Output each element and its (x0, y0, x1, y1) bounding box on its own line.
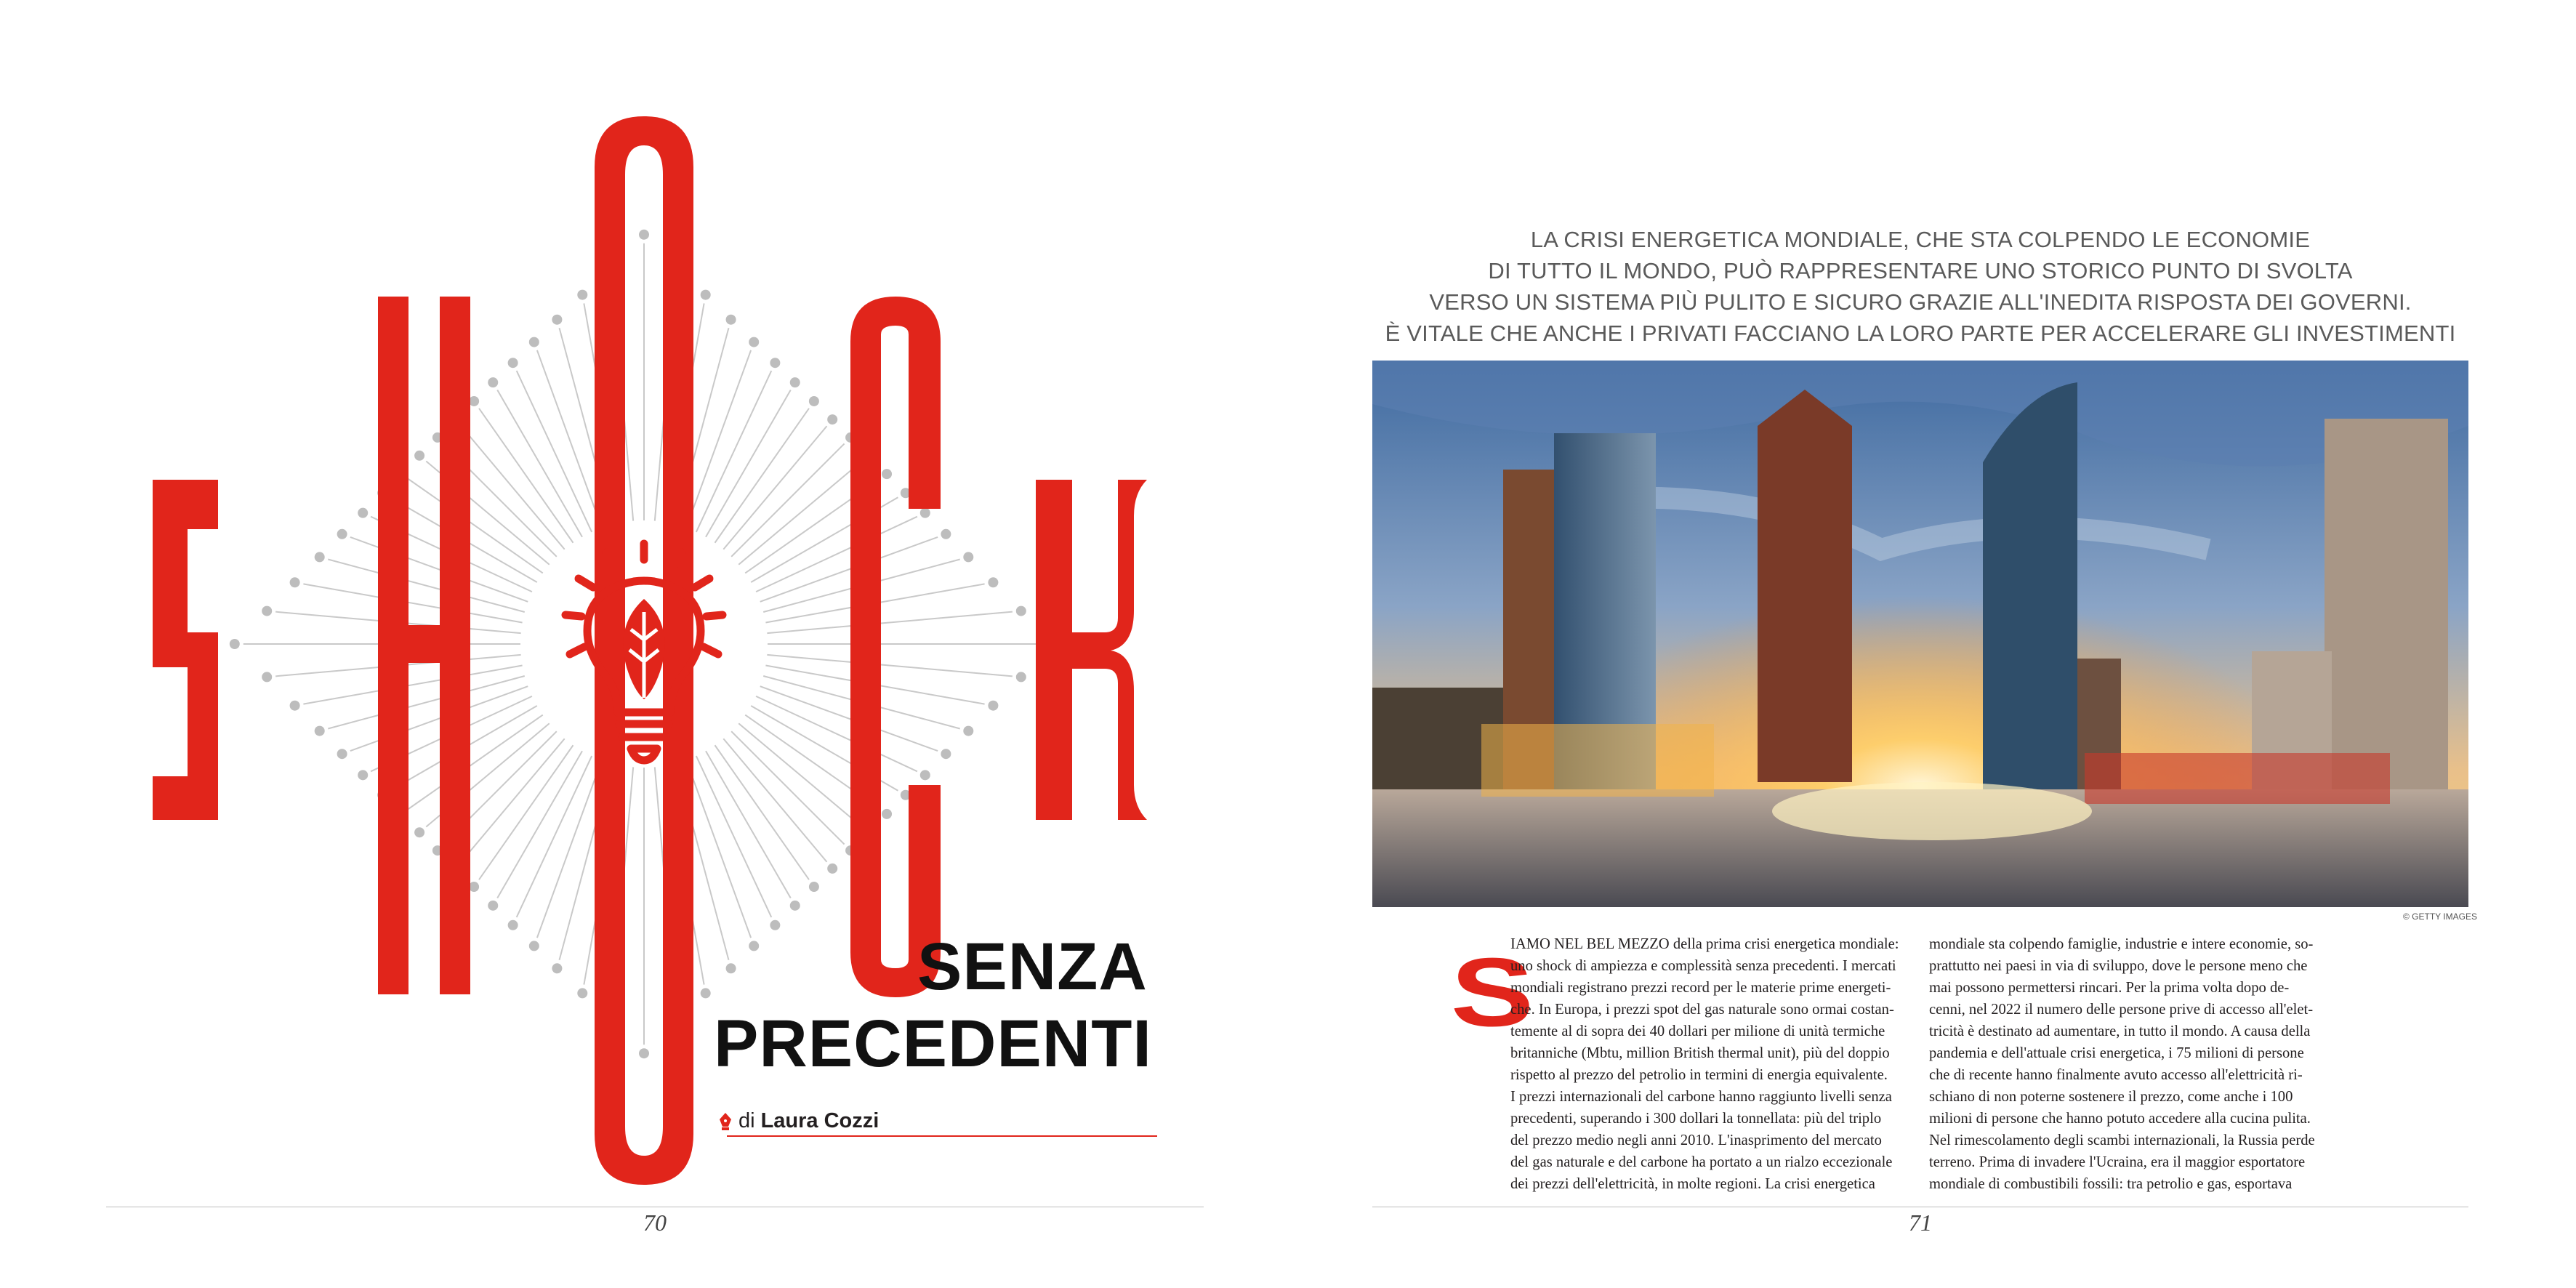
sunburst-ray (497, 390, 582, 537)
article-line: mondiale di combustibili fossili: tra petrolio e gas, esportava (1929, 1176, 2293, 1192)
sunburst-ray (350, 537, 528, 602)
sunburst-dot (809, 882, 819, 892)
sunburst-ray (686, 760, 751, 938)
sunburst-dot (577, 290, 587, 300)
sunburst-ray (328, 676, 525, 728)
deck-line-1: LA CRISI ENERGETICA MONDIALE, CHE STA COLPENDO LE ECONOMIE (1530, 227, 2311, 252)
byline-author: Laura Cozzi (760, 1109, 880, 1132)
sunburst-dot (988, 701, 998, 711)
subtitle-senza: SENZA (917, 930, 1148, 1004)
sunburst-dot (469, 882, 479, 892)
article-column-2 (1929, 933, 2354, 1195)
article-line: che. In Europa, i prezzi spot del gas naturale sono ormai costan- (1510, 1002, 1894, 1018)
article-line: I prezzi internazionali del carbone hanno raggiunto livelli senza (1510, 1089, 1892, 1105)
article-line: rispetto al prezzo del petrolio in termini di energia equivalente. (1510, 1067, 1888, 1083)
sunburst-dot (941, 529, 951, 539)
drop-cap (1450, 936, 1534, 1047)
title-letter-s-cut-bottom (153, 667, 188, 776)
sunburst-ray (696, 756, 771, 917)
subtitle-precedenti: PRECEDENTI (714, 1007, 1152, 1081)
sunburst-ray (696, 371, 771, 532)
sunburst-ray (723, 426, 826, 549)
pen-nib-icon (718, 1112, 733, 1131)
sunburst-dot (290, 577, 300, 587)
sunburst-ray (715, 408, 809, 543)
sunburst-ray (731, 731, 844, 844)
article-line: mondiali registrano prezzi record per le materie prime energeti- (1510, 980, 1891, 996)
sunburst-ray (328, 560, 525, 612)
article-line: schiano di non poterne sostenere il prezzo, come anche i 100 (1929, 1089, 2293, 1105)
article-line: IAMO NEL BEL MEZZO della prima crisi energetica mondiale: (1510, 936, 1899, 952)
sunburst-dot (508, 358, 518, 368)
sunburst-ray (731, 443, 844, 556)
sunburst-ray (738, 462, 861, 565)
sunburst-dot (920, 508, 930, 518)
title-letter-c (850, 297, 941, 997)
sunburst-dot (1016, 606, 1026, 616)
sunburst-ray (350, 686, 528, 751)
sunburst-ray (686, 350, 751, 528)
page-number-right: 71 (1909, 1209, 1932, 1236)
sunburst-dot (941, 749, 951, 759)
sunburst-dot (701, 988, 711, 998)
sunburst-dot (262, 606, 272, 616)
article-line: pandemia e dell'attuale crisi energetica, i 75 milioni di persone (1929, 1045, 2304, 1061)
title-letter-s-cut-top (188, 529, 218, 632)
article-column-1 (1510, 933, 1936, 1195)
article-line: temente al di sopra dei 40 dollari per milione di unità termiche (1510, 1023, 1885, 1039)
sunburst-dot (508, 920, 518, 930)
sunburst-ray (462, 738, 565, 861)
sunburst-ray (706, 390, 791, 537)
sunburst-dot (770, 920, 780, 930)
sunburst-dot (726, 315, 736, 325)
sunburst-ray (715, 745, 809, 880)
sunburst-ray (756, 696, 917, 771)
sunburst-ray (723, 738, 826, 861)
sunburst-dot (577, 988, 587, 998)
sunburst-dot (552, 963, 562, 973)
deck-line-4: È VITALE CHE ANCHE I PRIVATI FACCIANO LA LORO PARTE PER ACCELERARE GLI INVESTIMENTI (1385, 321, 2456, 346)
article-line: del prezzo medio negli anni 2010. L'inasprimento del mercato (1510, 1132, 1882, 1148)
sunburst-dot (488, 901, 498, 911)
sunburst-ray (760, 537, 938, 602)
sunburst-ray (767, 655, 1013, 677)
sunburst-dot (790, 901, 800, 911)
sunburst-dot (882, 469, 892, 479)
sunburst-dot (290, 701, 300, 711)
article-line: Nel rimescolamento degli scambi internazionali, la Russia perde (1929, 1132, 2315, 1148)
sunburst-ray (479, 745, 573, 880)
sunburst-ray (738, 723, 861, 826)
article-line: dei prezzi dell'elettricità, in molte regioni. La crisi energetica (1510, 1176, 1875, 1192)
photo-illustration (1372, 361, 2468, 907)
sunburst-ray (517, 371, 592, 532)
title-letter-k-arms (1072, 480, 1147, 820)
article-line: milioni di persone che hanno potuto accedere alla cucina pulita. (1929, 1111, 2311, 1127)
drop-cap-letter: S (1450, 937, 1534, 1047)
sunburst-dot (639, 1048, 649, 1058)
sunburst-dot (963, 552, 973, 562)
article-line: mai possono permettersi rincari. Per la prima volta dopo de- (1929, 980, 2290, 996)
article-line: che di recente hanno finalmente avuto accesso all'elettricità ri- (1929, 1067, 2303, 1083)
photo-credit: © GETTY IMAGES (2403, 911, 2477, 922)
sunburst-dot (552, 315, 562, 325)
byline-prefix: di (738, 1109, 755, 1132)
sunburst-ray (767, 612, 1013, 634)
article-line: precedenti, superando i 300 dollari la tonnellata: più del triplo (1510, 1111, 1882, 1127)
sunburst-dot (469, 396, 479, 406)
byline-rule (727, 1135, 1157, 1137)
sunburst-ray (408, 715, 543, 809)
sunburst-dot (770, 358, 780, 368)
article-line: mondiale sta colpendo famiglie, industrie e intere economie, so- (1929, 936, 2314, 952)
deck-line-3: VERSO UN SISTEMA PIÙ PULITO E SICURO GRAZIE ALL'INEDITA RISPOSTA DEI GOVERNI. (1429, 289, 2412, 315)
sunburst-ray (537, 350, 602, 528)
sunburst-ray (760, 686, 938, 751)
sunburst-dot (529, 337, 539, 347)
sunburst-dot (358, 770, 368, 780)
sunburst-dot (230, 639, 240, 649)
article-line: cenni, nel 2022 il numero delle persone prive di accesso all'elet- (1929, 1002, 2314, 1018)
article-line: prattutto nei paesi in via di sviluppo, dove le persone meno che (1929, 958, 2308, 974)
sunburst-dot (414, 451, 424, 461)
sunburst-dot (790, 377, 800, 387)
sunburst-dot (315, 552, 325, 562)
sunburst-dot (488, 377, 498, 387)
sunburst-dot (639, 230, 649, 240)
sunburst-dot (749, 337, 759, 347)
sunburst-dot (749, 941, 759, 951)
sunburst-ray (517, 756, 592, 917)
article-line: britanniche (Mbtu, million British thermal unit), più del doppio (1510, 1045, 1890, 1061)
sunburst-dot (882, 809, 892, 819)
sunburst-dot (920, 770, 930, 780)
sunburst-ray (537, 760, 602, 938)
article-line: del gas naturale e del carbone ha portato a un rialzo eccezionale (1510, 1154, 1893, 1170)
sunburst-dot (262, 672, 272, 682)
title-letter-k-stem (1036, 480, 1072, 820)
sunburst-dot (529, 941, 539, 951)
sunburst-dot (701, 290, 711, 300)
sunburst-dot (337, 529, 347, 539)
city-skyline-photo (1372, 361, 2468, 907)
sunburst-dot (1016, 672, 1026, 682)
deck-line-2: DI TUTTO IL MONDO, PUÒ RAPPRESENTARE UNO STORICO PUNTO DI SVOLTA (1488, 258, 2353, 283)
sunburst-ray (497, 751, 582, 898)
sunburst-dot (726, 963, 736, 973)
sunburst-ray (706, 751, 791, 898)
sunburst-dot (337, 749, 347, 759)
sunburst-dot (827, 414, 837, 424)
sunburst-ray (756, 517, 917, 592)
sunburst-dot (963, 726, 973, 736)
sunburst-dot (827, 864, 837, 874)
sunburst-dot (988, 577, 998, 587)
sunburst-ray (408, 479, 543, 573)
title-letter-h-bar (378, 625, 470, 663)
page-number-left: 70 (643, 1209, 667, 1236)
article-line: terreno. Prima di invadere l'Ucraina, era il maggior esportatore (1929, 1154, 2306, 1170)
sunburst-dot (358, 508, 368, 518)
sunburst-dot (315, 726, 325, 736)
article-line: uno shock di ampiezza e complessità senza precedenti. I mercati (1510, 958, 1896, 974)
sunburst-dot (414, 827, 424, 837)
sunburst-ray (479, 408, 573, 543)
sunburst-dot (809, 396, 819, 406)
byline (718, 1109, 879, 1133)
article-line: tricità è destinato ad aumentare, in tutto il mondo. A causa della (1929, 1023, 2311, 1039)
sunburst-ray (462, 426, 565, 549)
